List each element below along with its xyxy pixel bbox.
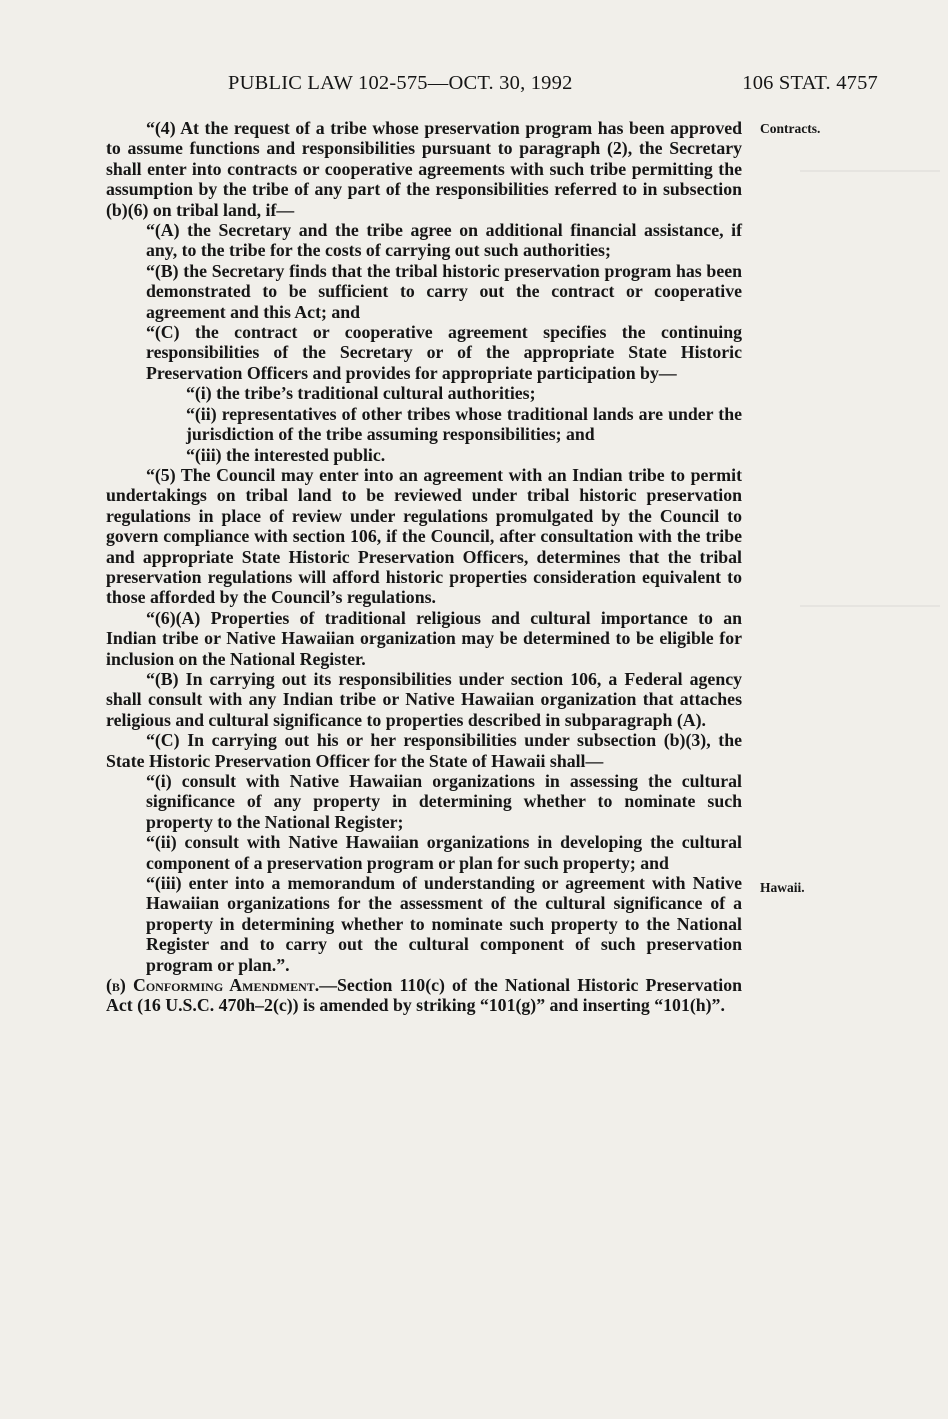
- amendment-label: (b) Conforming Amendment.: [106, 975, 320, 996]
- header-title: PUBLIC LAW 102-575—OCT. 30, 1992: [228, 72, 573, 94]
- paragraph-5: “(5) The Council may enter into an agreement with an Indian tribe to permit undertakings on tribal land to be reviewed under tribal historic preservation regulations in place of review under regulations promulgated by the Council to govern compliance with section 106, if the Council, after consultation with the tribe and appropriate State Historic Preservation Officers, determines that the tribal preservation regulations will afford historic properties consideration equivalent to those afforded by the Council’s regulations.: [106, 464, 742, 608]
- margin-note-hawaii: Hawaii.: [760, 880, 805, 895]
- hawaii-clause-ii: “(ii) consult with Native Hawaiian organizations in developing the cultural component of a preservation program or plan for such property; and: [146, 832, 742, 873]
- page-header: [108, 72, 878, 102]
- paragraph-6C: “(C) In carrying out his or her responsibilities under subsection (b)(3), the State Historic Preservation Officer for the State of Hawaii shall—: [106, 730, 742, 771]
- conforming-amendment: [106, 975, 742, 1016]
- bleed-through: [800, 170, 940, 172]
- subparagraph-C: “(C) the contract or cooperative agreement specifies the continuing responsibilities of the Secretary or of the appropriate State Historic Preservation Officers and provides for appropriate participation by—: [146, 322, 742, 383]
- paragraph-6A: “(6)(A) Properties of traditional religious and cultural importance to an Indian tribe or Native Hawaiian organization may be determined to be eligible for inclusion on the National Register.: [106, 607, 742, 669]
- clause-i: “(i) the tribe’s traditional cultural authorities;: [186, 383, 536, 404]
- subparagraph-B: “(B) the Secretary finds that the tribal historic preservation program has been demonstrated to be sufficient to carry out the contract or cooperative agreement and this Act; and: [146, 260, 742, 322]
- hawaii-clause-iii: “(iii) enter into a memorandum of understanding or agreement with Native Hawaiian organizations for the assessment of the cultural significance of a property in determining whether to nominate such property to the National Register and to carry out the cultural component of such preservation program or plan.”.: [146, 873, 742, 975]
- law-body: [106, 118, 742, 1016]
- paragraph-6B: “(B) In carrying out its responsibilities under section 106, a Federal agency shall consult with any Indian tribe or Native Hawaiian organization that attaches religious and cultural significance to properties described in subparagraph (A).: [106, 668, 742, 730]
- header-stat: 106 STAT. 4757: [742, 72, 878, 94]
- paragraph-4: “(4) At the request of a tribe whose preservation program has been approved to assume functions and responsibilities pursuant to paragraph (2), the Secretary shall enter into contracts or cooperative agreements with such tribe permitting the assumption by the tribe of any part of the responsibilities referred to in subsection (b)(6) on tribal land, if—: [106, 118, 742, 220]
- bleed-through: [800, 605, 940, 607]
- margin-note-contracts: Contracts.: [760, 121, 821, 136]
- hawaii-clause-i: “(i) consult with Native Hawaiian organizations in assessing the cultural significance of any property in determining whether to nominate such property to the National Register;: [146, 771, 742, 832]
- subparagraph-A: “(A) the Secretary and the tribe agree on additional financial assistance, if any, to the tribe for the costs of carrying out such authorities;: [146, 220, 742, 261]
- clause-ii: “(ii) representatives of other tribes whose traditional lands are under the jurisdiction of the tribe assuming responsibilities; and: [186, 403, 742, 445]
- clause-iii: “(iii) the interested public.: [186, 444, 386, 465]
- amendment-text: —Section 110(c) of the National Historic Preservation Act (16 U.S.C. 470h–2(c)) is amended by striking “101(g)” and inserting “101(h)”.: [106, 975, 743, 1016]
